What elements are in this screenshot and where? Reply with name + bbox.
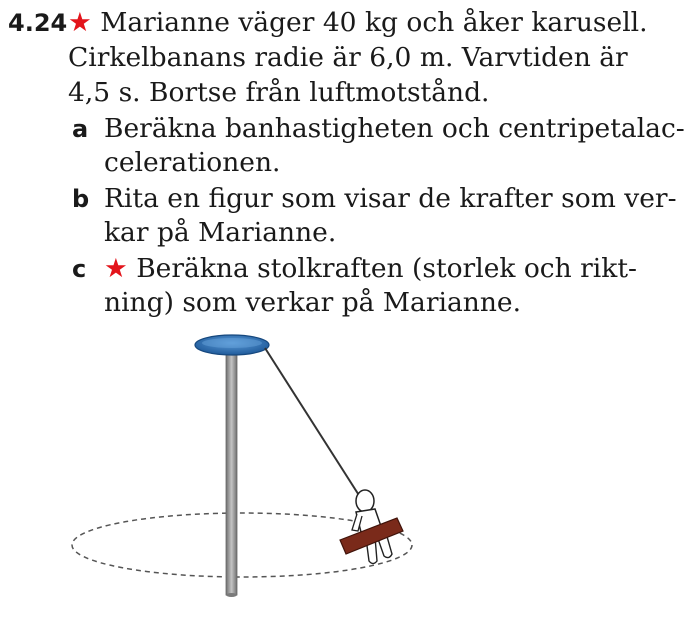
part-c-text-1: Beräkna stolkraften (storlek och rikt- bbox=[136, 253, 637, 284]
part-b-letter: b bbox=[72, 185, 90, 213]
intro-line-2: Cirkelbanans radie är 6,0 m. Varvtiden är bbox=[68, 42, 628, 73]
part-c-letter: c bbox=[72, 255, 87, 283]
star-icon: ★ bbox=[104, 253, 128, 284]
swing-rope bbox=[265, 348, 362, 500]
pole-base bbox=[226, 593, 237, 597]
part-c-line-2: ning) som verkar på Marianne. bbox=[104, 287, 522, 318]
part-a-letter: a bbox=[72, 115, 89, 143]
carousel-pole bbox=[226, 352, 237, 595]
intro-line-3: 4,5 s. Bortse från luftmotstånd. bbox=[68, 77, 490, 108]
rider-marianne bbox=[340, 490, 403, 564]
part-a-line-1: Beräkna banhastigheten och centripetalac- bbox=[104, 113, 685, 144]
part-b-line-1: Rita en figur som visar de krafter som ver- bbox=[104, 183, 677, 214]
part-b-line-2: kar på Marianne. bbox=[104, 217, 337, 248]
problem-number: 4.24 bbox=[8, 9, 68, 37]
intro-text-1: Marianne väger 40 kg och åker karusell. bbox=[100, 7, 648, 38]
rider-head bbox=[356, 490, 374, 512]
part-a-line-2: celerationen. bbox=[104, 147, 281, 178]
star-icon: ★ bbox=[68, 7, 92, 38]
